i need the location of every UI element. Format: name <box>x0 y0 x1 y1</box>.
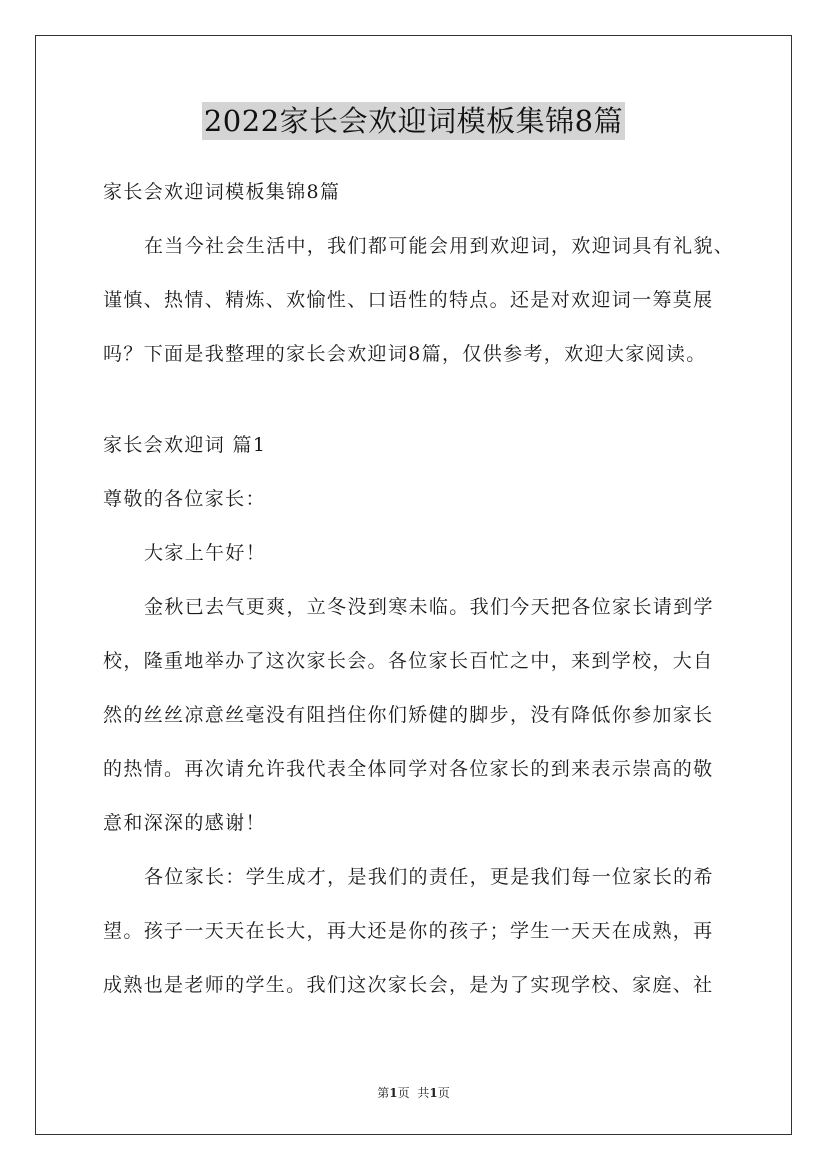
paragraph1-line: 校，隆重地举办了这次家长会。各位家长百忙之中，来到学校，大自 <box>103 650 714 672</box>
paragraph1-line: 的热情。再次请允许我代表全体同学对各位家长的到来表示崇高的敬 <box>103 758 714 780</box>
salutation: 尊敬的各位家长： <box>103 488 266 510</box>
footer-page-number: 1 <box>389 1086 398 1100</box>
page-footer <box>0 1084 827 1101</box>
paragraph1-line: 然的丝丝凉意丝毫没有阻挡住你们矫健的脚步，没有降低你参加家长 <box>103 704 714 726</box>
document-body <box>103 173 733 1005</box>
intro-line: 谨慎、热情、精炼、欢愉性、口语性的特点。还是对欢迎词一筹莫展 <box>103 289 714 311</box>
intro-line: 在当今社会生活中，我们都可能会用到欢迎词，欢迎词具有礼貌、 <box>144 235 735 257</box>
paragraph2-line: 望。孩子一天天在长大，再大还是你的孩子；学生一天天在成熟，再 <box>103 920 714 942</box>
document-subtitle: 家长会欢迎词模板集锦8篇 <box>103 181 341 203</box>
footer-total-pages: 1 <box>429 1086 438 1100</box>
footer-page-unit: 页 <box>397 1086 410 1100</box>
section-heading: 家长会欢迎词 篇1 <box>103 434 267 456</box>
footer-total-prefix: 共 <box>417 1086 430 1100</box>
footer-total-unit: 页 <box>437 1086 450 1100</box>
paragraph1-line: 金秋已去气更爽，立冬没到寒未临。我们今天把各位家长请到学 <box>144 596 714 618</box>
document-title: 2022家长会欢迎词模板集锦8篇 <box>203 104 624 138</box>
paragraph2-line: 各位家长：学生成才，是我们的责任，更是我们每一位家长的希 <box>144 866 714 888</box>
paragraph2-line: 成熟也是老师的学生。我们这次家长会，是为了实现学校、家庭、社 <box>103 974 714 996</box>
paragraph1-line: 意和深深的感谢！ <box>103 812 266 834</box>
title-container <box>0 102 827 140</box>
greeting: 大家上午好！ <box>144 542 267 564</box>
footer-prefix: 第 <box>377 1086 390 1100</box>
intro-line: 吗？下面是我整理的家长会欢迎词8篇，仅供参考，欢迎大家阅读。 <box>103 343 707 365</box>
